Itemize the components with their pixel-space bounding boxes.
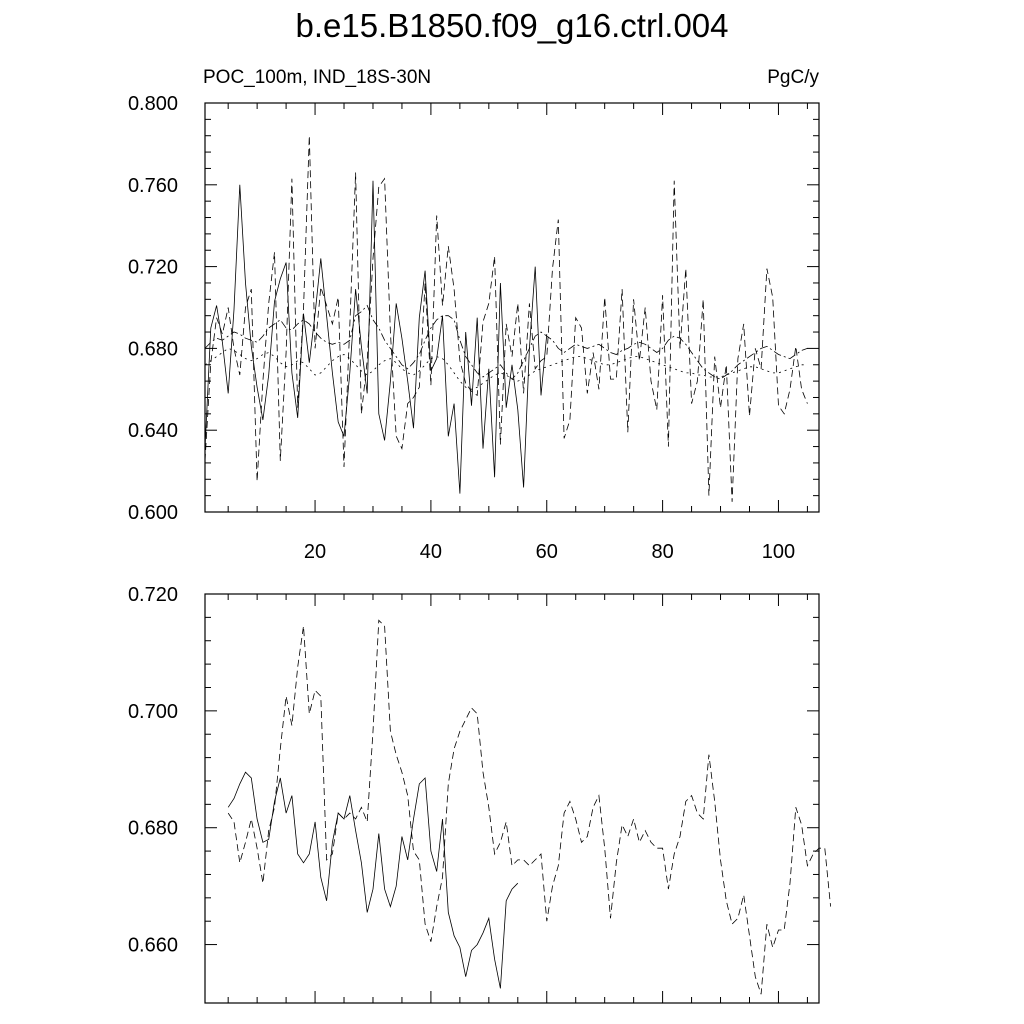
figure-title: b.e15.B1850.f09_g16.ctrl.004 bbox=[295, 7, 729, 44]
x-tick-label: 60 bbox=[535, 541, 558, 563]
panel-right-label: PgC/y bbox=[767, 67, 819, 88]
bottom-panel bbox=[128, 584, 831, 1003]
top-panel bbox=[128, 67, 820, 563]
series-line-dashed bbox=[205, 136, 807, 502]
y-tick-label: 0.700 bbox=[127, 700, 178, 723]
y-tick-label: 0.800 bbox=[127, 93, 178, 115]
y-tick-label: 0.760 bbox=[127, 174, 178, 197]
x-tick-label: 100 bbox=[761, 541, 796, 563]
y-tick-label: 0.680 bbox=[127, 338, 178, 361]
series-line-dotted bbox=[205, 348, 807, 389]
y-tick-label: 0.680 bbox=[127, 817, 178, 840]
series-line-dash-dot bbox=[205, 306, 807, 380]
top-plot-frame bbox=[205, 103, 819, 512]
panel-left-label: POC_100m, IND_18S-30N bbox=[203, 67, 432, 88]
x-tick-label: 40 bbox=[419, 541, 443, 563]
y-tick-label: 0.640 bbox=[127, 420, 178, 443]
top-panel-marks bbox=[128, 93, 819, 563]
y-tick-label: 0.720 bbox=[127, 584, 178, 606]
series-line-solid bbox=[228, 772, 518, 988]
y-tick-label: 0.660 bbox=[127, 934, 178, 957]
y-tick-label: 0.600 bbox=[127, 502, 178, 524]
bottom-panel-marks bbox=[128, 584, 831, 1003]
y-tick-label: 0.720 bbox=[127, 256, 178, 279]
bottom-plot-frame bbox=[205, 594, 819, 1003]
x-tick-label: 80 bbox=[651, 541, 674, 563]
series-line-dashed bbox=[228, 620, 830, 994]
x-tick-label: 20 bbox=[303, 541, 327, 563]
